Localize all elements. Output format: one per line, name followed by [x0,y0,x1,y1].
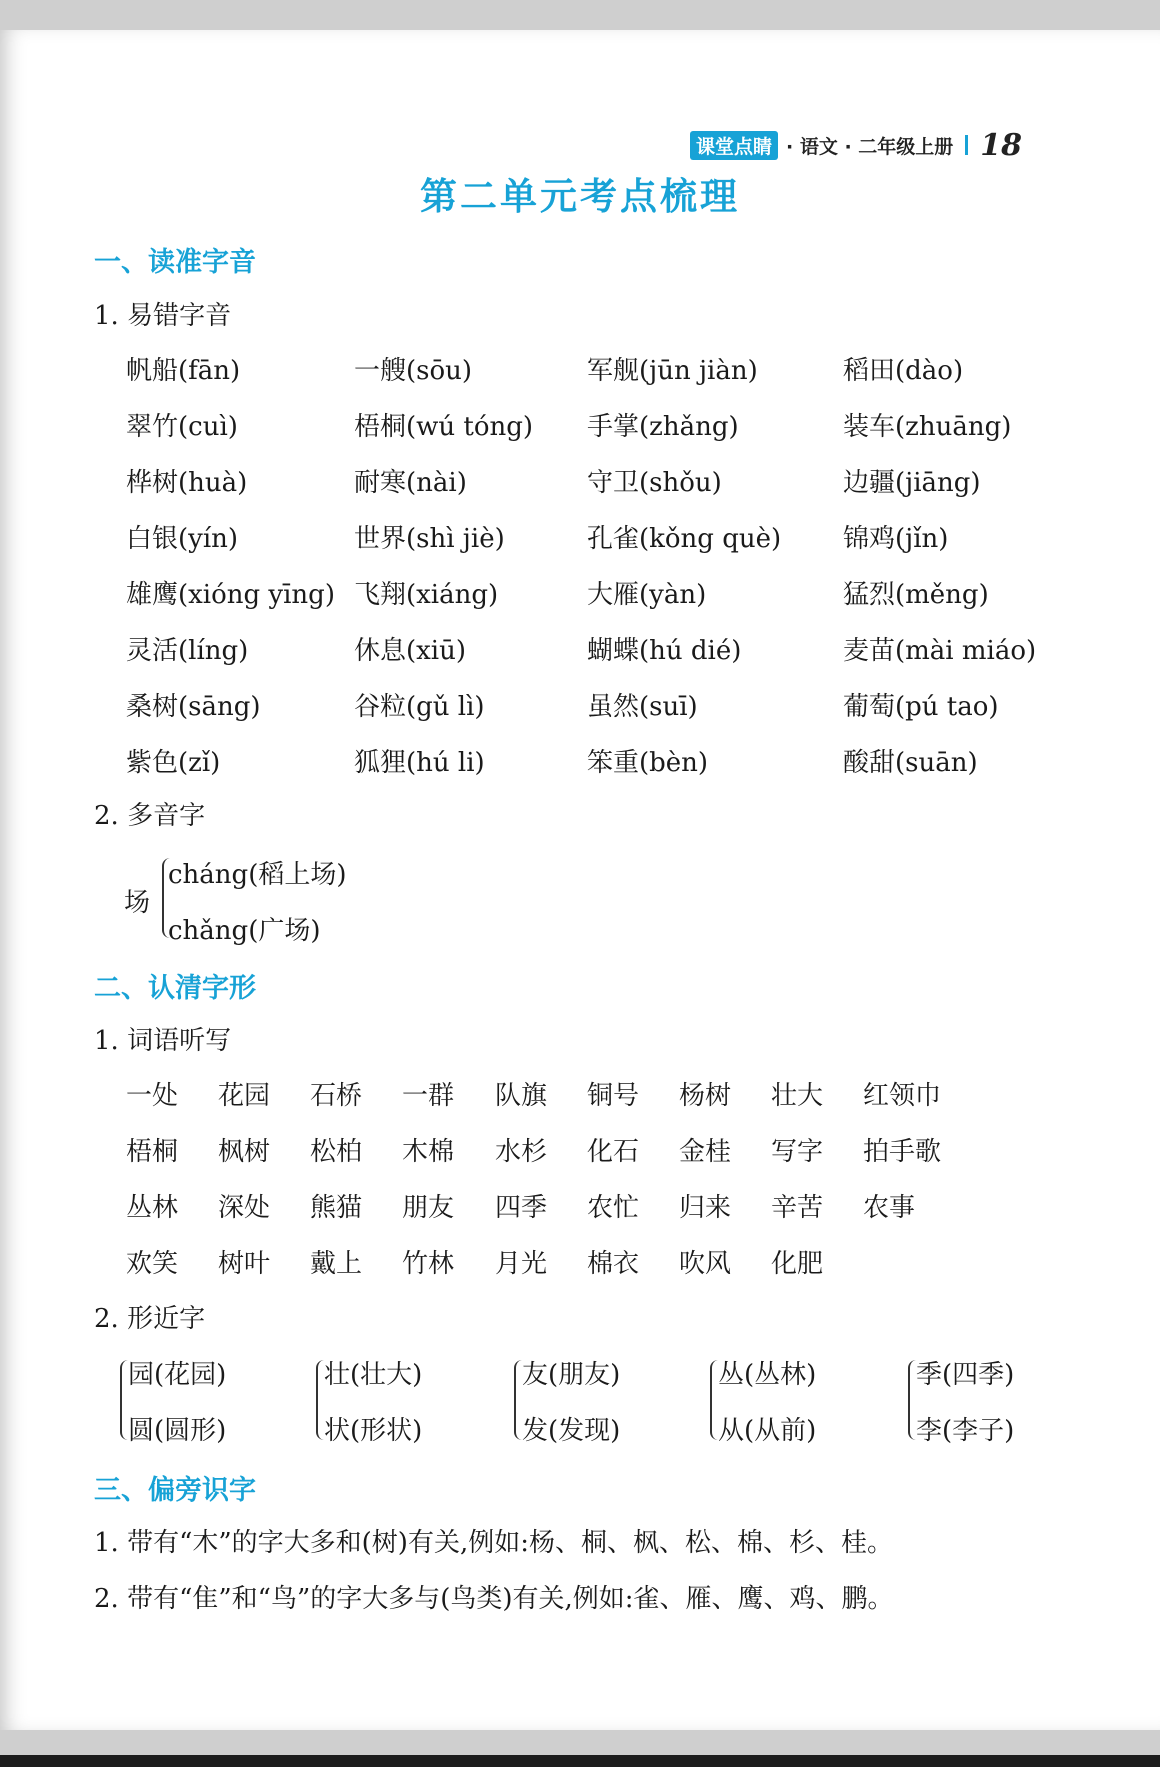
pronunciation-item: 休息(xiū) [354,636,467,666]
dictation-word: 松柏 [310,1137,363,1167]
dictation-word: 木棉 [402,1137,455,1167]
dictation-word: 归来 [679,1193,732,1223]
similar-item: 壮(壮大) [324,1360,423,1390]
dictation-word: 丛林 [126,1193,179,1223]
radical-note: 1. 带有“木”的字大多和(树)有关,例如:杨、桐、枫、松、棉、杉、桂。 [94,1528,893,1558]
dictation-word: 农忙 [587,1193,640,1223]
similar-item: 丛(丛林) [718,1360,817,1390]
subject-label: · 语文 · 二年级上册 [786,135,954,158]
pronunciation-item: 世界(shì jiè) [354,524,505,554]
pronunciation-item: 边疆(jiāng) [843,468,981,498]
pronunciation-item: 军舰(jūn jiàn) [587,356,758,386]
dictation-word: 戴上 [310,1249,363,1279]
pronunciation-item: 灵活(líng) [126,636,249,666]
polyphone-char: 场 [124,888,151,918]
dictation-word: 水杉 [495,1137,548,1167]
pronunciation-item: 雄鹰(xióng yīng) [126,580,335,610]
pronunciation-item: 大雁(yàn) [587,580,707,610]
pronunciation-item: 白银(yín) [126,524,239,554]
dictation-word: 竹林 [402,1249,455,1279]
pronunciation-item: 酸甜(suān) [843,748,978,778]
dictation-word: 枫树 [218,1137,271,1167]
pronunciation-item: 手掌(zhǎng) [587,412,739,442]
dictation-word: 化肥 [771,1249,824,1279]
page-header [690,128,1022,162]
dictation-word: 四季 [495,1193,548,1223]
pronunciation-item: 笨重(bèn) [587,748,709,778]
pronunciation-item: 谷粒(gǔ lì) [354,692,485,722]
similar-item: 状(形状) [324,1416,423,1446]
dictation-word: 花园 [218,1081,271,1111]
similar-item: 发(发现) [522,1416,621,1446]
dictation-word: 朋友 [402,1193,455,1223]
pronunciation-item: 猛烈(měng) [843,580,989,610]
pronunciation-item: 蝴蝶(hú dié) [587,636,742,666]
dictation-word: 深处 [218,1193,271,1223]
pronunciation-item: 帆船(fān) [126,356,241,386]
dictation-word: 欢笑 [126,1249,179,1279]
pronunciation-item: 装车(zhuāng) [843,412,1012,442]
pronunciation-item: 孔雀(kǒng què) [587,524,782,554]
dictation-word: 壮大 [771,1081,824,1111]
pronunciation-item: 耐寒(nài) [354,468,467,498]
section-heading-radicals: 三、偏旁识字 [94,1475,256,1506]
bottom-bar [0,1755,1160,1767]
section-heading-pronunciation: 一、读准字音 [94,247,256,278]
dictation-word: 树叶 [218,1249,271,1279]
dictation-word: 金桂 [679,1137,732,1167]
pronunciation-item: 翠竹(cuì) [126,412,238,442]
polyphone-reading: cháng(稻上场) [168,860,347,890]
dictation-word: 梧桐 [126,1137,179,1167]
pronunciation-item: 梧桐(wú tóng) [354,412,534,442]
dictation-word: 拍手歌 [863,1137,942,1167]
pronunciation-item: 稻田(dào) [843,356,964,386]
radical-note: 2. 带有“隹”和“鸟”的字大多与(鸟类)有关,例如:雀、雁、鹰、鸡、鹏。 [94,1584,894,1614]
header-divider [965,135,968,155]
section-heading-shapes: 二、认清字形 [94,973,256,1004]
dictation-word: 写字 [771,1137,824,1167]
similar-item: 从(从前) [718,1416,817,1446]
dictation-word: 队旗 [495,1081,548,1111]
pronunciation-item: 一艘(sōu) [354,356,473,386]
subheading-similar: 2. 形近字 [94,1304,206,1334]
pronunciation-item: 狐狸(hú li) [354,748,485,778]
dictation-word: 铜号 [587,1081,640,1111]
brand-badge: 课堂点睛 [690,131,778,160]
page-number: 18 [980,127,1023,163]
page-title: 第二单元考点梳理 [420,175,740,218]
subheading-dictation: 1. 词语听写 [94,1026,232,1056]
dictation-word: 吹风 [679,1249,732,1279]
pronunciation-item: 飞翔(xiáng) [354,580,499,610]
subheading-error-prone: 1. 易错字音 [94,301,232,331]
pronunciation-item: 麦苗(mài miáo) [843,636,1037,666]
dictation-word: 辛苦 [771,1193,824,1223]
similar-item: 李(李子) [916,1416,1015,1446]
dictation-word: 棉衣 [587,1249,640,1279]
dictation-word: 杨树 [679,1081,732,1111]
subheading-polyphone: 2. 多音字 [94,801,206,831]
pronunciation-item: 守卫(shǒu) [587,468,722,498]
pronunciation-item: 桑树(sāng) [126,692,261,722]
pronunciation-item: 虽然(suī) [587,692,698,722]
pronunciation-item: 葡萄(pú tao) [843,692,999,722]
pronunciation-item: 紫色(zǐ) [126,748,221,778]
dictation-word: 月光 [495,1249,548,1279]
similar-item: 友(朋友) [522,1360,621,1390]
dictation-word: 农事 [863,1193,916,1223]
dictation-word: 石桥 [310,1081,363,1111]
dictation-word: 红领巾 [863,1081,942,1111]
similar-item: 园(花园) [128,1360,227,1390]
pronunciation-item: 桦树(huà) [126,468,248,498]
dictation-word: 一处 [126,1081,179,1111]
dictation-word: 化石 [587,1137,640,1167]
similar-item: 季(四季) [916,1360,1015,1390]
dictation-word: 一群 [402,1081,455,1111]
similar-item: 圆(圆形) [128,1416,227,1446]
pronunciation-item: 锦鸡(jǐn) [843,524,949,554]
polyphone-reading: chǎng(广场) [168,916,321,946]
dictation-word: 熊猫 [310,1193,363,1223]
